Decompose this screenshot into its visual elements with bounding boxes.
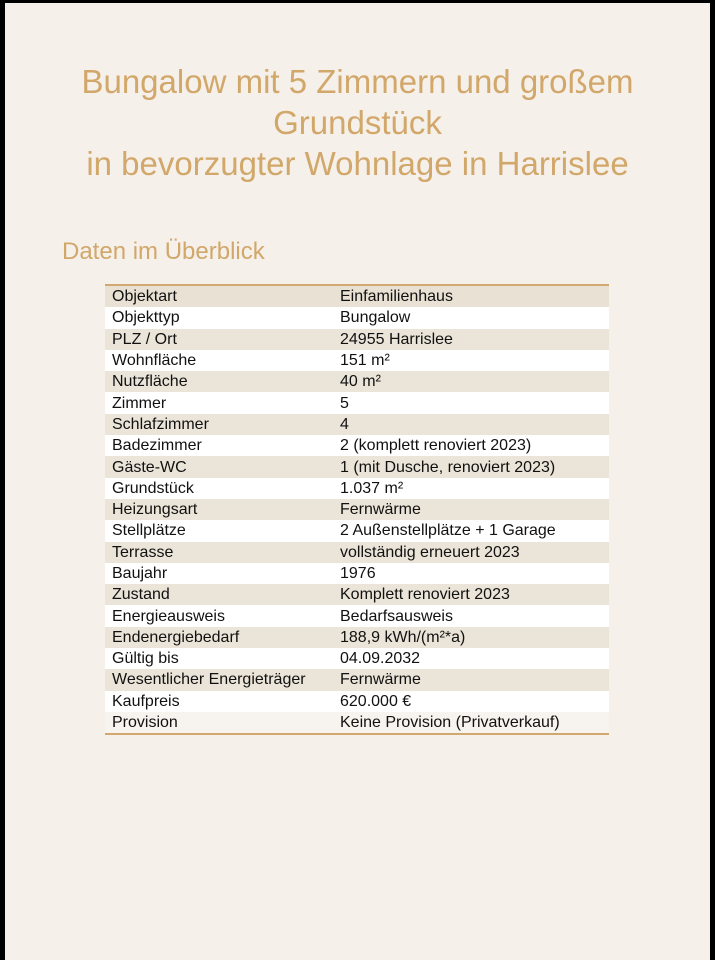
row-label: Heizungsart xyxy=(105,499,335,520)
row-label: Zustand xyxy=(105,584,335,605)
row-value: 5 xyxy=(335,392,609,413)
row-label: Stellplätze xyxy=(105,520,335,541)
table-row xyxy=(105,392,609,413)
row-value: 188,9 kWh/(m²*a) xyxy=(335,627,609,648)
row-value: vollständig erneuert 2023 xyxy=(335,542,609,563)
table-row xyxy=(105,371,609,392)
title-line-1: Bungalow mit 5 Zimmern und großem xyxy=(81,63,634,100)
table-row xyxy=(105,285,609,307)
title-line-3: in bevorzugter Wohnlage in Harrislee xyxy=(86,145,629,182)
frame-right-border xyxy=(710,0,715,960)
property-data-table xyxy=(105,284,609,735)
row-label: Schlafzimmer xyxy=(105,414,335,435)
row-label: Badezimmer xyxy=(105,435,335,456)
row-label: Wesentlicher Energieträger xyxy=(105,669,335,690)
table-row xyxy=(105,329,609,350)
row-label: Zimmer xyxy=(105,392,335,413)
row-label: Energieausweis xyxy=(105,605,335,626)
table-row xyxy=(105,691,609,712)
row-value: 151 m² xyxy=(335,350,609,371)
row-label: Grundstück xyxy=(105,478,335,499)
row-value: 1.037 m² xyxy=(335,478,609,499)
row-label: Endenergiebedarf xyxy=(105,627,335,648)
row-value: 620.000 € xyxy=(335,691,609,712)
title-line-2: Grundstück xyxy=(273,104,442,141)
table-row xyxy=(105,456,609,477)
row-value: Komplett renoviert 2023 xyxy=(335,584,609,605)
table-row xyxy=(105,627,609,648)
table-row xyxy=(105,563,609,584)
row-label: PLZ / Ort xyxy=(105,329,335,350)
table-row xyxy=(105,350,609,371)
table-row xyxy=(105,478,609,499)
table-row xyxy=(105,435,609,456)
table-row xyxy=(105,669,609,690)
row-label: Terrasse xyxy=(105,542,335,563)
table-row xyxy=(105,542,609,563)
table-row xyxy=(105,414,609,435)
table-row xyxy=(105,307,609,328)
table-row xyxy=(105,584,609,605)
row-value: 40 m² xyxy=(335,371,609,392)
table-row xyxy=(105,520,609,541)
page-title xyxy=(5,61,710,184)
property-data-table-body xyxy=(105,285,609,734)
row-label: Nutzfläche xyxy=(105,371,335,392)
row-value: 2 Außenstellplätze + 1 Garage xyxy=(335,520,609,541)
row-value: Keine Provision (Privatverkauf) xyxy=(335,712,609,734)
row-label: Gäste-WC xyxy=(105,456,335,477)
row-label: Objektart xyxy=(105,285,335,307)
row-value: 1976 xyxy=(335,563,609,584)
row-value: Einfamilienhaus xyxy=(335,285,609,307)
row-label: Objekttyp xyxy=(105,307,335,328)
row-value: 4 xyxy=(335,414,609,435)
row-value: 04.09.2032 xyxy=(335,648,609,669)
row-value: Bedarfsausweis xyxy=(335,605,609,626)
row-value: 24955 Harrislee xyxy=(335,329,609,350)
row-value: Fernwärme xyxy=(335,669,609,690)
row-label: Kaufpreis xyxy=(105,691,335,712)
document-page xyxy=(5,3,710,960)
row-label: Baujahr xyxy=(105,563,335,584)
row-label: Gültig bis xyxy=(105,648,335,669)
table-row xyxy=(105,605,609,626)
row-label: Wohnfläche xyxy=(105,350,335,371)
table-row xyxy=(105,499,609,520)
section-heading: Daten im Überblick xyxy=(62,238,265,265)
row-label: Provision xyxy=(105,712,335,734)
row-value: Fernwärme xyxy=(335,499,609,520)
row-value: 2 (komplett renoviert 2023) xyxy=(335,435,609,456)
table-row xyxy=(105,712,609,734)
row-value: Bungalow xyxy=(335,307,609,328)
table-row xyxy=(105,648,609,669)
row-value: 1 (mit Dusche, renoviert 2023) xyxy=(335,456,609,477)
